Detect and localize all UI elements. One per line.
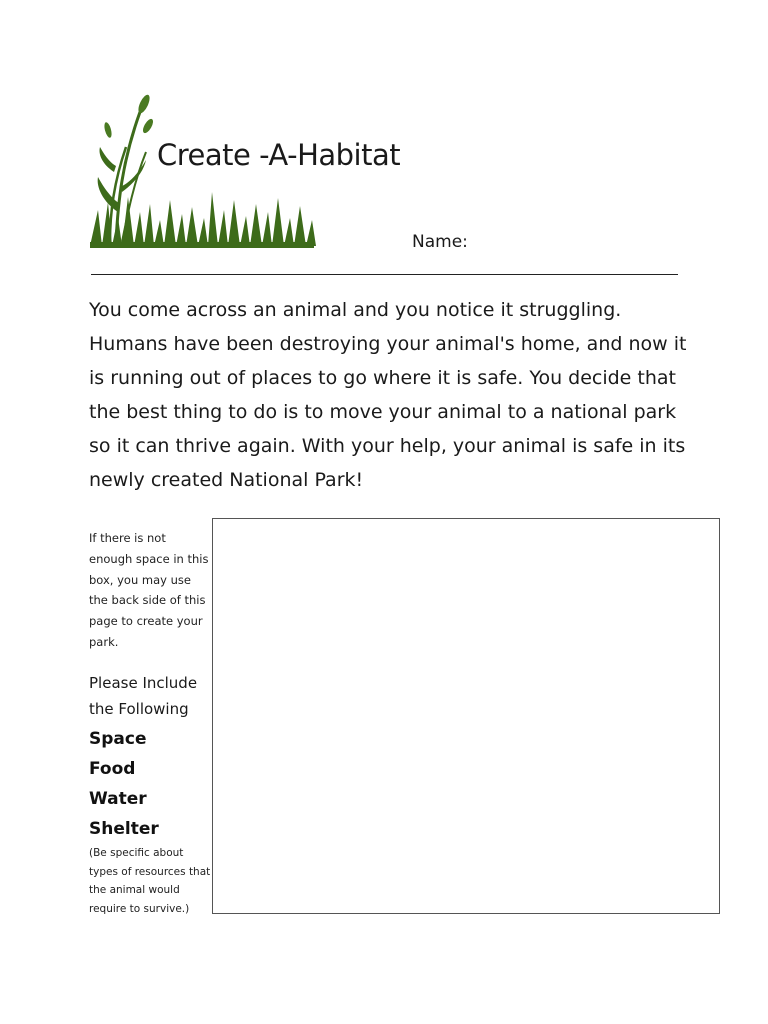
grass-cattail-icon <box>88 92 318 252</box>
include-heading: Please Include the Following <box>89 674 198 718</box>
requirement-food: Food <box>89 759 136 779</box>
space-note: If there is not enough space in this box, you may use the back side of this page to create your park. <box>89 531 209 649</box>
requirements-list <box>89 724 209 844</box>
intro-paragraph: You come across an animal and you notice it struggling. Humans have been destroying your animal's home, and now it is running out of places to go where it is safe. You decide that the best thing to do is to move your animal to a national park so it can thrive again. With your help, your animal is safe in its newly created National Park! <box>89 299 687 491</box>
specific-note: (Be specific about types of resources that the animal would require to survive.) <box>89 847 211 915</box>
habitat-drawing-box[interactable] <box>212 518 720 914</box>
requirement-space: Space <box>89 729 147 749</box>
requirement-shelter: Shelter <box>89 819 159 839</box>
name-label: Name: <box>412 232 468 252</box>
requirement-water: Water <box>89 789 147 809</box>
name-field-line[interactable] <box>91 274 678 275</box>
page-title: Create -A-Habitat <box>157 138 401 172</box>
